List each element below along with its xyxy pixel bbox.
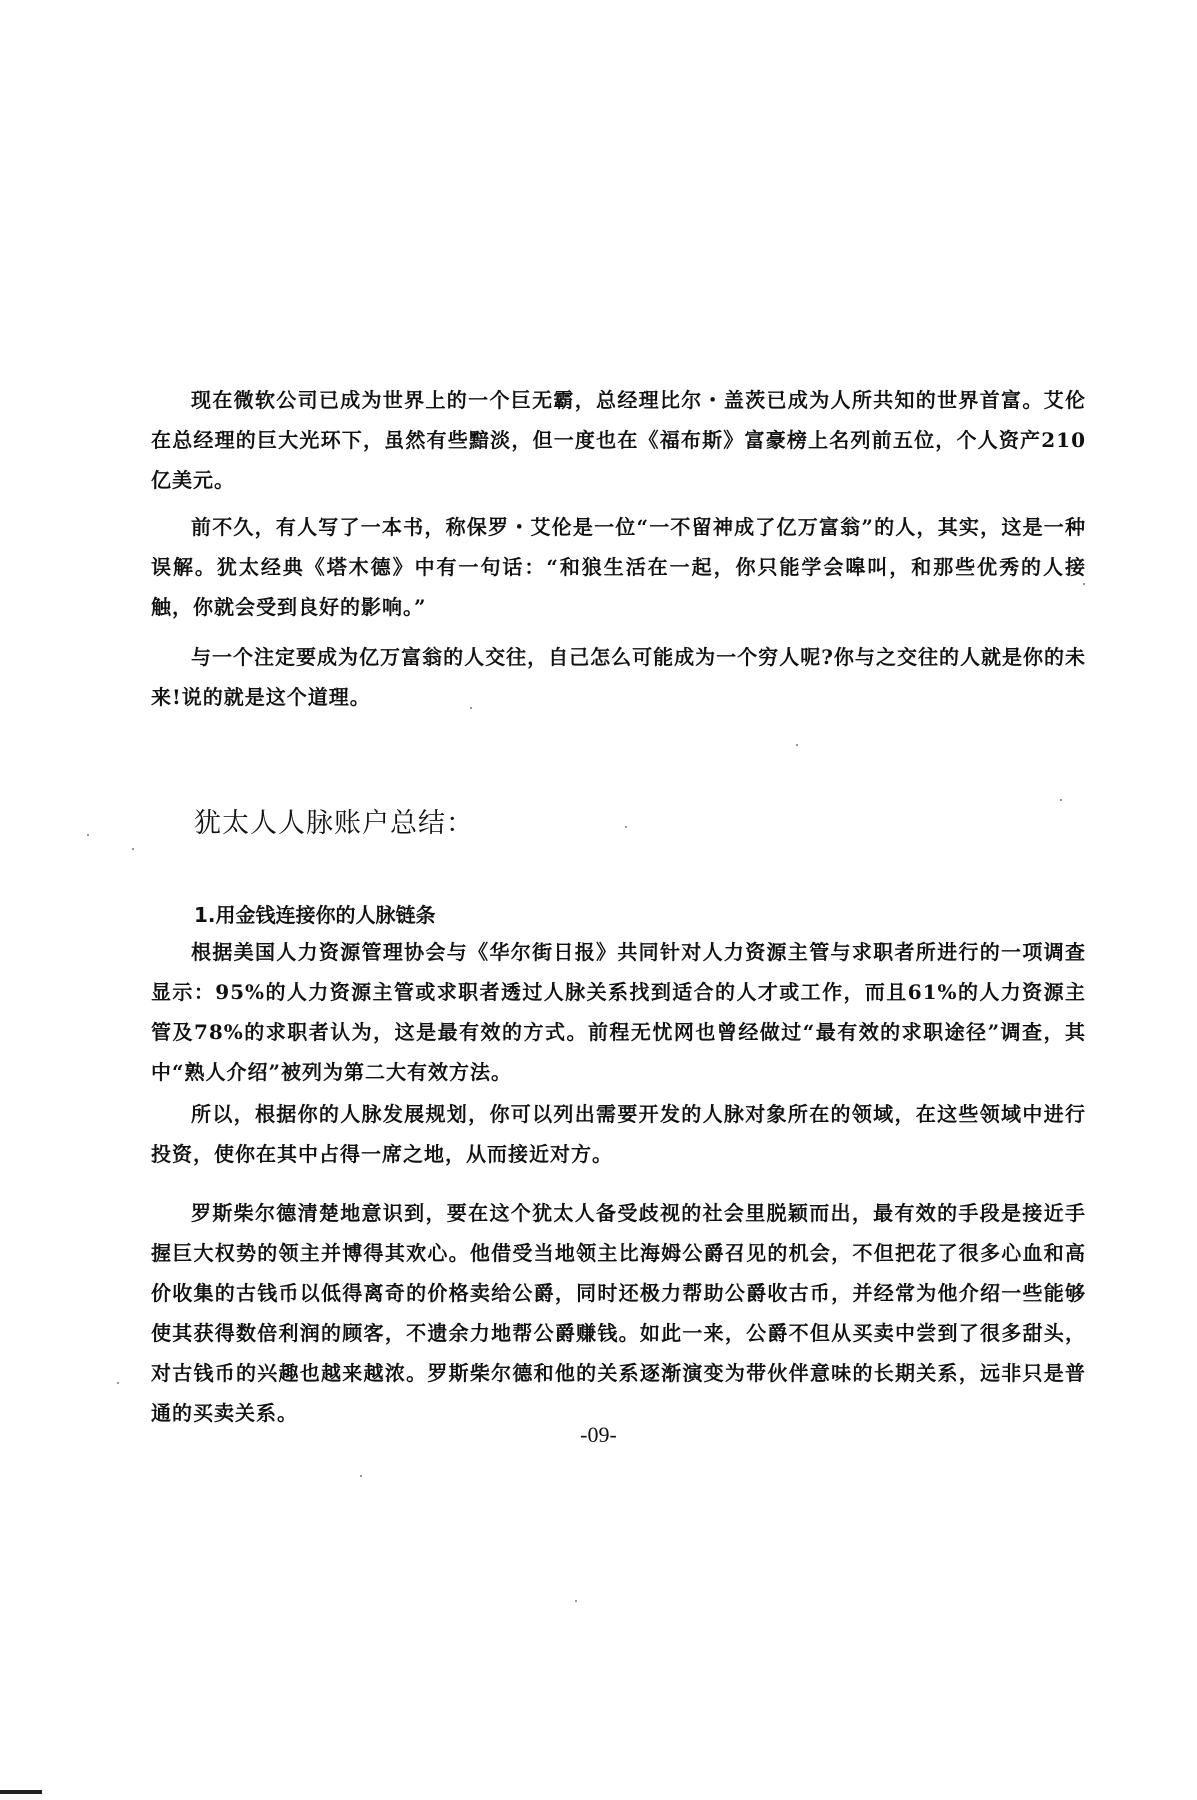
scan-speck xyxy=(470,707,472,709)
page-number: -09- xyxy=(580,1422,617,1447)
scan-speck xyxy=(1060,799,1062,801)
paragraph-survey: 根据美国人力资源管理协会与《华尔街日报》共同针对人力资源主管与求职者所进行的一项调查显示：95%的人力资源主管或求职者透过人脉关系找到适合的人才或工作，而且61%的人力资源主管及78%的求职者认为，这是最有效的方式。前程无忧网也曾经做过“最有效的求职途径”调查，其中“熟人介绍”被列为第二大有效方法。 xyxy=(151,940,1086,1084)
paragraph-invest-field: 所以，根据你的人脉发展规划，你可以列出需要开发的人脉对象所在的领域，在这些领域中进行投资，使你在其中占得一席之地，从而接近对方。 xyxy=(151,1102,1086,1166)
scan-speck xyxy=(117,1382,119,1384)
scan-speck xyxy=(625,826,627,828)
section-heading: 犹太人人脉账户总结： xyxy=(194,808,474,839)
scan-speck xyxy=(360,1475,362,1477)
paragraph-microsoft: 现在微软公司已成为世界上的一个巨无霸，总经理比尔・盖茨已成为人所共知的世界首富。艾伦在总经理的巨大光环下，虽然有些黯淡，但一度也在《福布斯》富豪榜上名列前五位，个人资产210亿美元。 xyxy=(151,388,1086,492)
scan-speck xyxy=(132,848,134,850)
scan-speck xyxy=(1083,583,1085,585)
paragraph-rothschild: 罗斯柴尔德清楚地意识到，要在这个犹太人备受歧视的社会里脱颖而出，最有效的手段是接近手握巨大权势的领主并博得其欢心。他借受当地领主比海姆公爵召见的机会，不但把花了很多心血和高价收集的古钱币以低得离奇的价格卖给公爵，同时还极力帮助公爵收古币，并经常为他介绍一些能够使其获得数倍利润的顾客，不遗余力地帮公爵赚钱。如此一来，公爵不但从买卖中尝到了很多甜头，对古钱币的兴趣也越来越浓。罗斯柴尔德和他的关系逐渐演变为带伙伴意味的长期关系，远非只是普通的买卖关系。 xyxy=(151,1201,1086,1425)
paragraph-talmud-quote: 前不久，有人写了一本书，称保罗・艾伦是一位“一不留神成了亿万富翁”的人，其实，这是一种误解。犹太经典《塔木德》中有一句话：“和狼生活在一起，你只能学会嗥叫，和那些优秀的人接触，你就会受到良好的影响。” xyxy=(151,515,1086,619)
scan-edge-mark xyxy=(0,1790,42,1794)
scan-speck xyxy=(796,744,798,746)
paragraph-your-future: 与一个注定要成为亿万富翁的人交往，自己怎么可能成为一个穷人呢?你与之交往的人就是你的未来!说的就是这个道理。 xyxy=(151,645,1086,709)
sub-heading: 1.用金钱连接你的人脉链条 xyxy=(194,903,436,927)
scan-speck xyxy=(87,834,89,836)
scan-speck xyxy=(575,1600,577,1602)
